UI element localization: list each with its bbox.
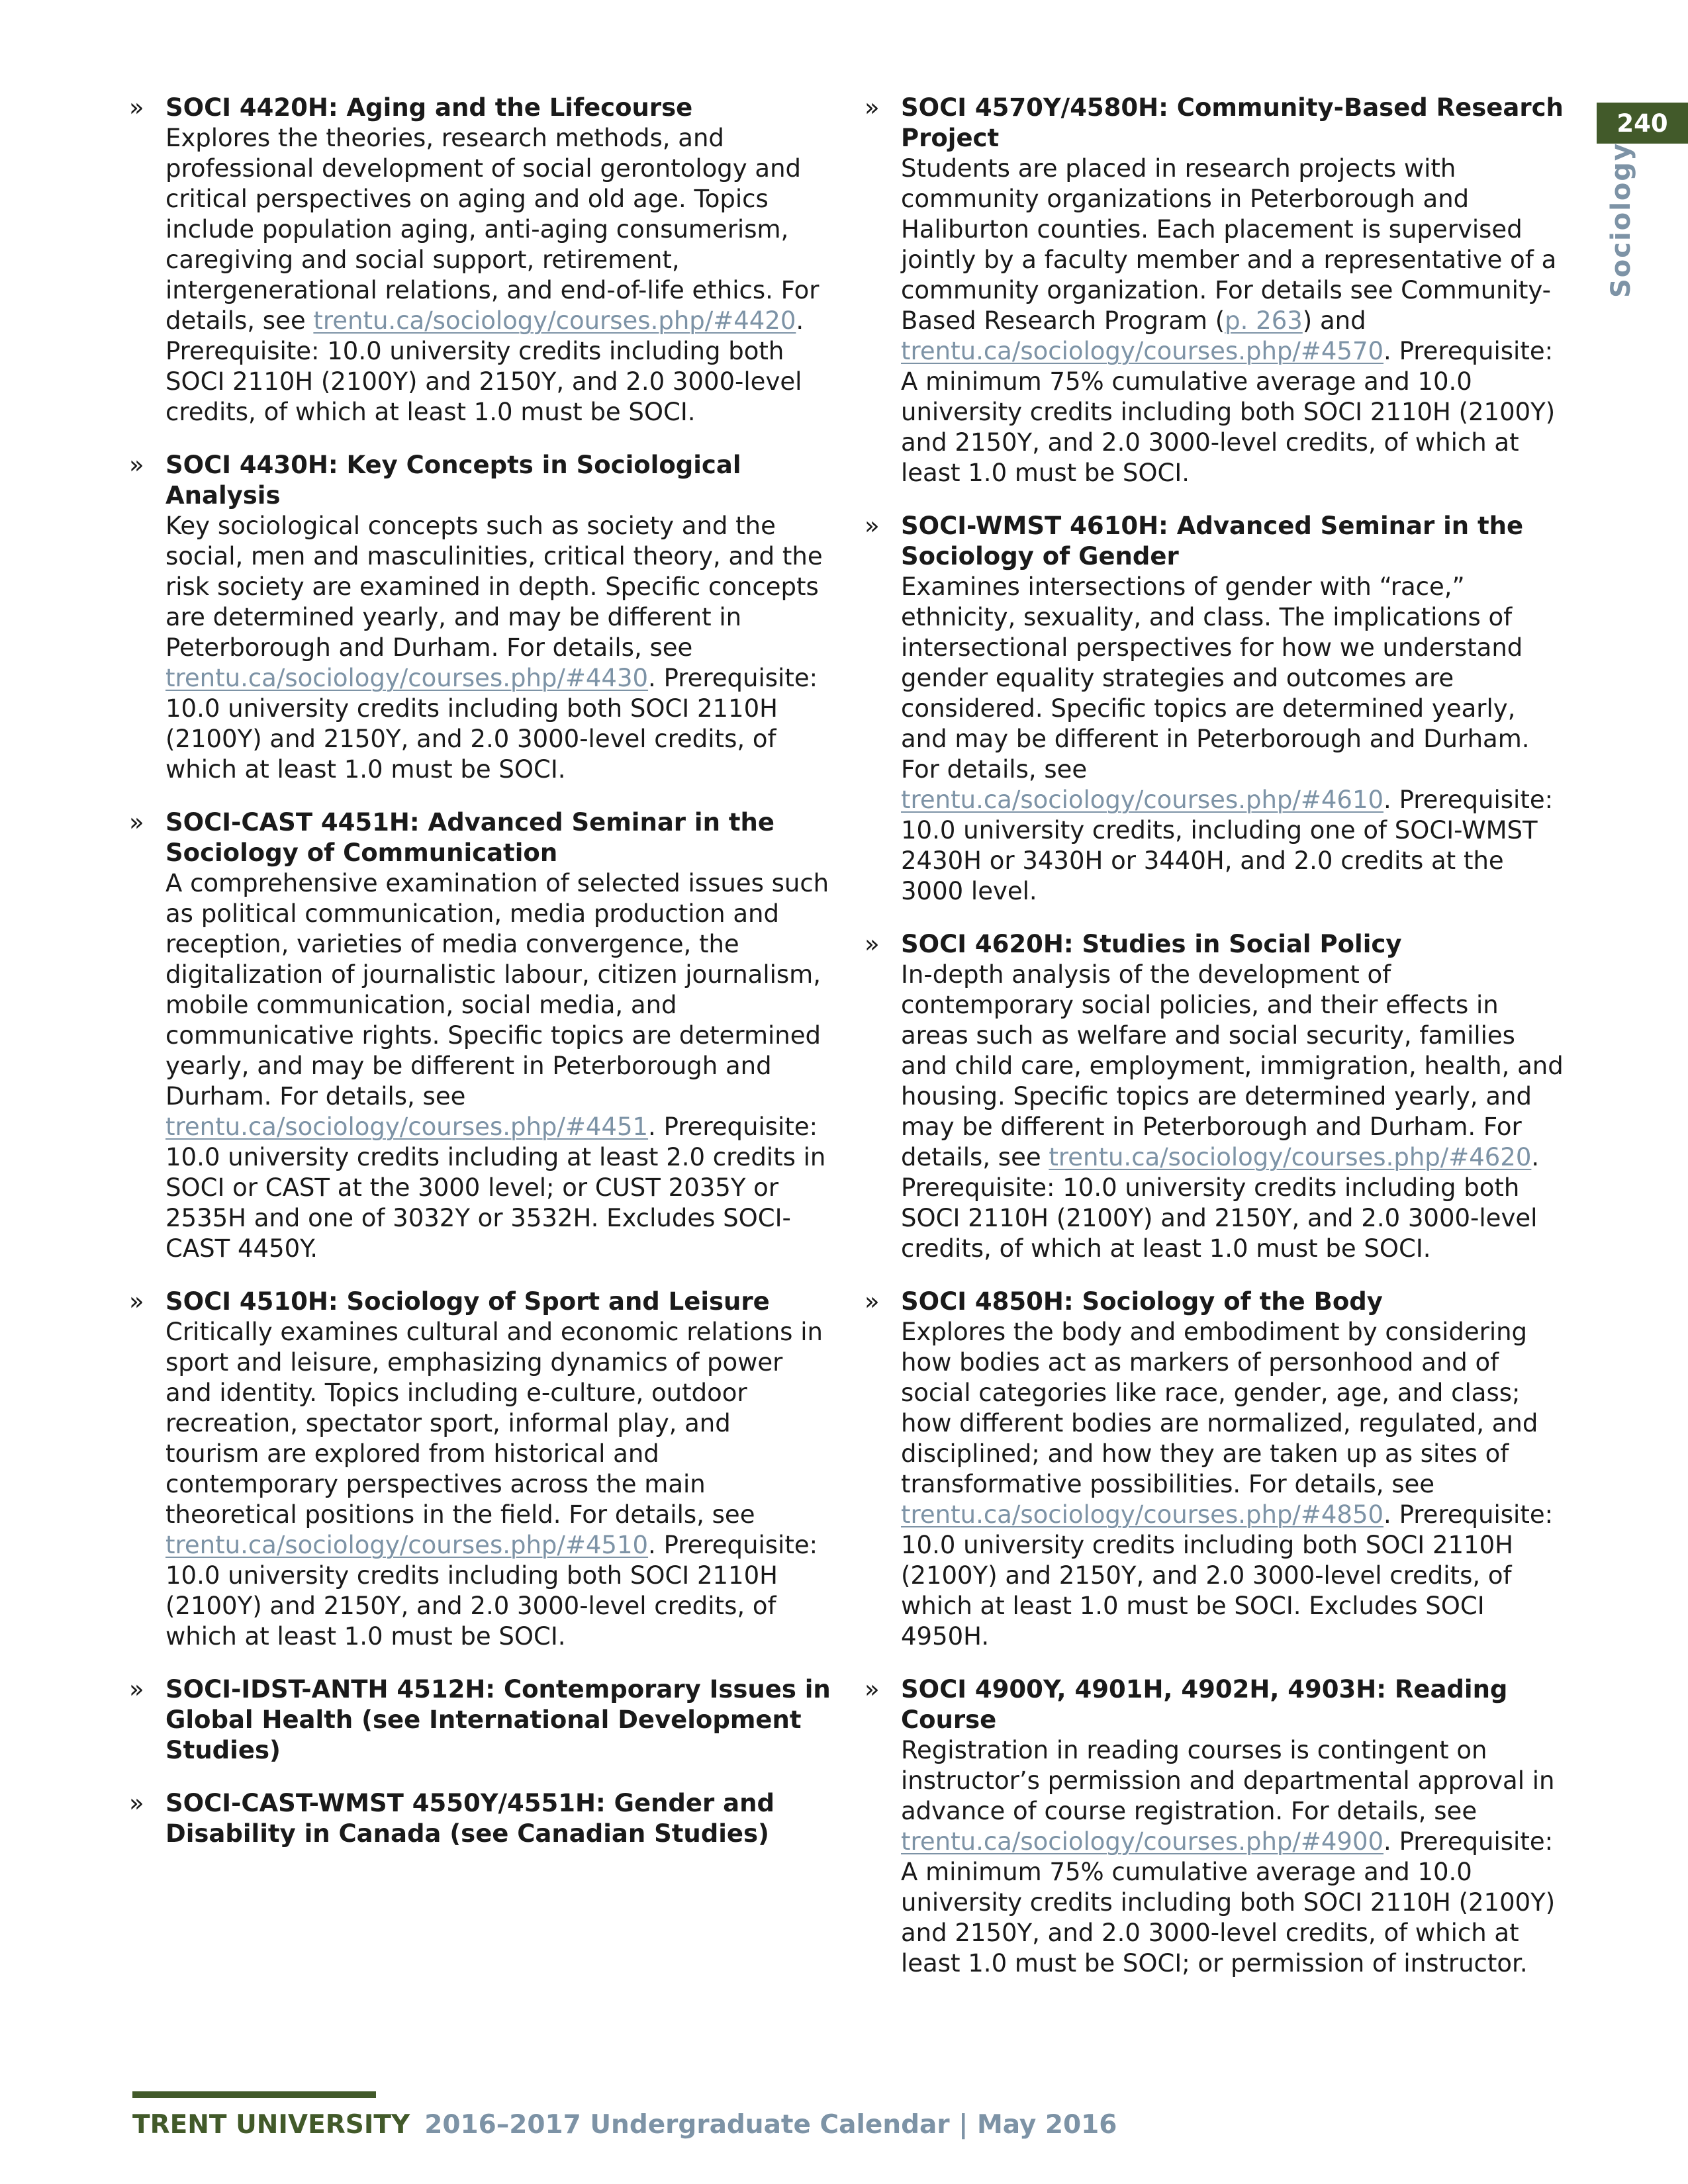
- description-text: Examines intersections of gender with “race,” ethnicity, sexuality, and class. The implications of intersectional perspectives for how we understand gender equality strategies and outcomes are considered. Specific topics are determined yearly, and may be different in Peterborough and Durham. For details, see: [901, 572, 1530, 784]
- prerequisite-text: . Prerequisite: 10.0 university credits including both SOCI 2110H (2100Y) and 2150Y, and 2.0 3000-level credits, of which at least 1.0 must be SOCI.: [165, 306, 804, 426]
- course-link[interactable]: trentu.ca/sociology/courses.php/#4570: [901, 337, 1384, 365]
- course-link[interactable]: trentu.ca/sociology/courses.php/#4850: [901, 1500, 1384, 1529]
- bullet-icon: »: [129, 1789, 144, 1817]
- left-column: [129, 93, 831, 1872]
- course-description: [165, 123, 831, 428]
- description-text: Explores the body and embodiment by considering how bodies act as markers of personhood and of social categories like race, gender, age, and class; how different bodies are normalized, regulated, and disciplined; and how they are taken up as sites of transformative possibilities. For details, see: [901, 1318, 1538, 1498]
- prerequisite-text: . Prerequisite: 10.0 university credits including both SOCI 2110H (2100Y) and 2150Y, and 2.0 3000-level credits, of which at least 1.0 must be SOCI.: [901, 1143, 1540, 1263]
- course-title: SOCI 4900Y, 4901H, 4902H, 4903H: Reading Course: [901, 1675, 1508, 1734]
- course-description: [901, 154, 1566, 488]
- course-entry-4420: [129, 93, 831, 428]
- course-title: SOCI-WMST 4610H: Advanced Seminar in the Sociology of Gender: [901, 512, 1524, 570]
- course-description: [901, 1735, 1566, 1979]
- course-entry-4512: [129, 1674, 831, 1766]
- footer: [132, 2110, 1117, 2140]
- bullet-icon: »: [865, 930, 880, 958]
- bullet-icon: »: [865, 93, 880, 122]
- bullet-icon: »: [865, 512, 880, 540]
- description-text: Critically examines cultural and economic relations in sport and leisure, emphasizing dynamics of power and identity. Topics including e-culture, outdoor recreation, spectator sport, informal play, and tourism are explored from historical and contemporary perspectives across the main theoretical positions in the field. For details, see: [165, 1318, 823, 1529]
- bullet-icon: »: [129, 1287, 144, 1316]
- description-text: Registration in reading courses is contingent on instructor’s permission and departmental approval in advance of course registration. For details, see: [901, 1736, 1555, 1825]
- course-title: SOCI 4430H: Key Concepts in Sociological Analysis: [165, 451, 741, 510]
- course-link[interactable]: trentu.ca/sociology/courses.php/#4510: [165, 1531, 649, 1559]
- description-text: A comprehensive examination of selected issues such as political communication, media production and reception, varieties of media convergence, the digitalization of journalistic labour, citizen journalism, mobile communication, social media, and communicative rights. Specific topics are determined yearly, and may be different in Peterborough and Durham. For details, see: [165, 869, 829, 1111]
- course-description: [901, 960, 1566, 1264]
- course-entry-4430: [129, 450, 831, 785]
- course-description: [165, 1317, 831, 1652]
- prerequisite-text: . Prerequisite: 10.0 university credits including at least 2.0 credits in SOCI or CAST at the 3000 level; or CUST 2035Y or 2535H and one of 3032Y or 3532H. Excludes SOCI-CAST 4450Y.: [165, 1113, 826, 1263]
- prerequisite-text: . Prerequisite: 10.0 university credits including both SOCI 2110H (2100Y) and 2150Y, and 2.0 3000-level credits, of which at least 1.0 must be SOCI.: [165, 664, 818, 784]
- course-entry-4620: [865, 929, 1566, 1264]
- course-title: SOCI 4620H: Studies in Social Policy: [901, 930, 1402, 958]
- description-text: ) and: [1302, 306, 1366, 335]
- course-link[interactable]: trentu.ca/sociology/courses.php/#4430: [165, 664, 649, 692]
- course-title: SOCI-IDST-ANTH 4512H: Contemporary Issues in Global Health (see International Development Studies): [165, 1675, 831, 1764]
- prerequisite-text: . Prerequisite: A minimum 75% cumulative average and 10.0 university credits including both SOCI 2110H (2100Y) and 2150Y, and 2.0 3000-level credits, of which at least 1.0 must be SOCI; or permission of instructor.: [901, 1827, 1556, 1978]
- course-entry-4850: [865, 1287, 1566, 1652]
- footer-university: TRENT UNIVERSITY: [132, 2110, 410, 2140]
- bullet-icon: »: [129, 1675, 144, 1704]
- section-label: Sociology: [1606, 142, 1636, 298]
- prerequisite-text: . Prerequisite: 10.0 university credits, including one of SOCI-WMST 2430H or 3430H or 3440H, and 2.0 credits at the 3000 level.: [901, 786, 1554, 905]
- course-entry-4510: [129, 1287, 831, 1652]
- prerequisite-text: . Prerequisite: 10.0 university credits including both SOCI 2110H (2100Y) and 2150Y, and 2.0 3000-level credits, of which at least 1.0 must be SOCI. Excludes SOCI 4950H.: [901, 1500, 1554, 1651]
- course-link[interactable]: trentu.ca/sociology/courses.php/#4420: [313, 306, 796, 335]
- course-title: SOCI 4850H: Sociology of the Body: [901, 1287, 1383, 1316]
- description-text: Key sociological concepts such as society and the social, men and masculinities, critical theory, and the risk society are examined in depth. Specific concepts are determined yearly, and may be different in Peterborough and Durham. For details, see: [165, 512, 823, 662]
- course-link[interactable]: trentu.ca/sociology/courses.php/#4610: [901, 786, 1384, 814]
- page-reference-link[interactable]: p. 263: [1225, 306, 1303, 335]
- course-description: [165, 511, 831, 785]
- footer-calendar: 2016–2017 Undergraduate Calendar | May 2016: [424, 2110, 1117, 2140]
- course-title: SOCI 4420H: Aging and the Lifecourse: [165, 93, 693, 122]
- course-link[interactable]: trentu.ca/sociology/courses.php/#4451: [165, 1113, 649, 1141]
- course-title: SOCI-CAST 4451H: Advanced Seminar in the Sociology of Communication: [165, 808, 774, 867]
- description-text: Explores the theories, research methods, and professional development of social gerontology and critical perspectives on aging and old age. Topics include population aging, anti-aging consumerism, caregiving and social support, retirement, intergenerational relations, and end-of-life ethics. For details, see: [165, 124, 820, 335]
- page-number: 240: [1597, 103, 1688, 144]
- course-description: [901, 1317, 1566, 1652]
- course-entry-4570: [865, 93, 1566, 488]
- right-column: [865, 93, 1566, 2001]
- course-entry-4451: [129, 807, 831, 1264]
- bullet-icon: »: [865, 1287, 880, 1316]
- prerequisite-text: . Prerequisite: A minimum 75% cumulative average and 10.0 university credits including both SOCI 2110H (2100Y) and 2150Y, and 2.0 3000-level credits, of which at least 1.0 must be SOCI.: [901, 337, 1556, 487]
- description-text: Students are placed in research projects with community organizations in Peterborough and Haliburton counties. Each placement is supervised jointly by a faculty member and a representative of a community organization. For details see Community-Based Research Program (: [901, 154, 1557, 335]
- course-description: [901, 572, 1566, 907]
- bullet-icon: »: [865, 1675, 880, 1704]
- bullet-icon: »: [129, 451, 144, 479]
- bullet-icon: »: [129, 93, 144, 122]
- course-title: SOCI 4570Y/4580H: Community-Based Research Project: [901, 93, 1564, 152]
- prerequisite-text: . Prerequisite: 10.0 university credits including both SOCI 2110H (2100Y) and 2150Y, and 2.0 3000-level credits, of which at least 1.0 must be SOCI.: [165, 1531, 818, 1651]
- course-entry-4900: [865, 1674, 1566, 1979]
- course-link[interactable]: trentu.ca/sociology/courses.php/#4900: [901, 1827, 1384, 1856]
- course-title: SOCI 4510H: Sociology of Sport and Leisure: [165, 1287, 770, 1316]
- course-description: [165, 868, 831, 1264]
- bullet-icon: »: [129, 808, 144, 837]
- course-link[interactable]: trentu.ca/sociology/courses.php/#4620: [1049, 1143, 1532, 1171]
- course-entry-4550: [129, 1788, 831, 1849]
- description-text: In-depth analysis of the development of contemporary social policies, and their effects in areas such as welfare and social security, families and child care, employment, immigration, health, and housing. Specific topics are determined yearly, and may be different in Peterborough and Durham. For details, see: [901, 960, 1564, 1171]
- footer-rule: [132, 2091, 376, 2098]
- course-entry-4610: [865, 511, 1566, 907]
- course-title: SOCI-CAST-WMST 4550Y/4551H: Gender and Disability in Canada (see Canadian Studies): [165, 1789, 774, 1848]
